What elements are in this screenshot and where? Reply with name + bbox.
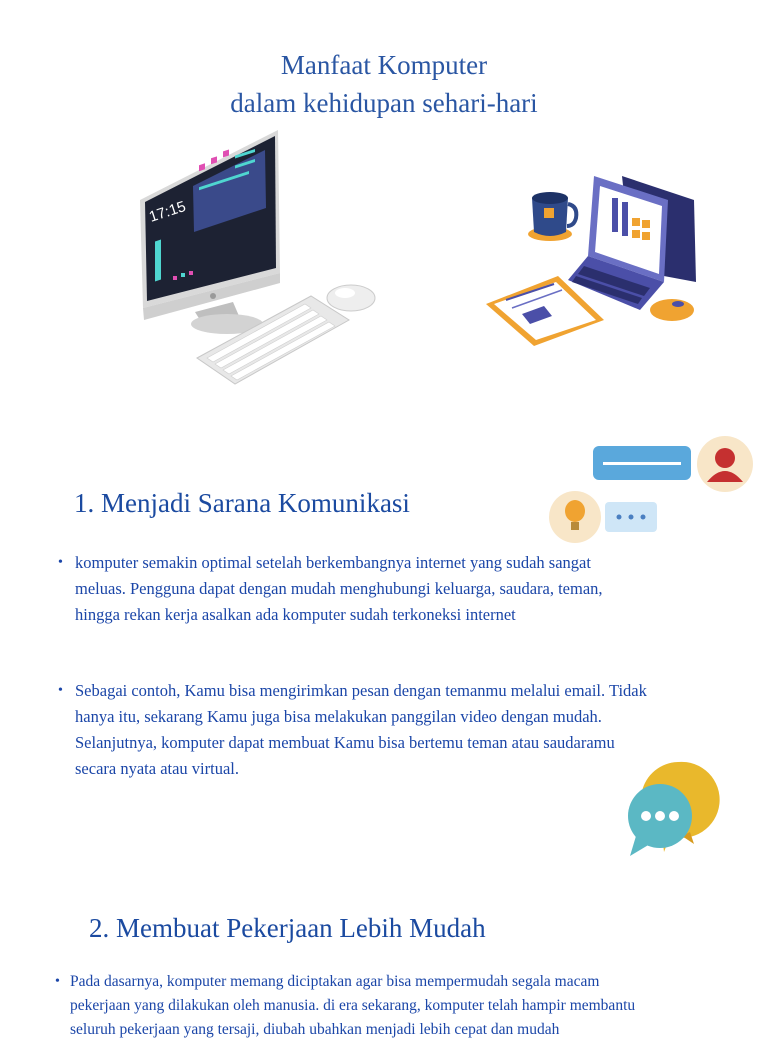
bullet-line: pekerjaan yang dilakukan oleh manusia. di era sekarang, komputer telah hampir membantu [70,997,636,1014]
title-line-1: Manfaat Komputer [280,50,488,80]
section-1-bullet-1 [58,550,765,628]
bullet-dot: • [55,974,60,989]
desktop-screen-time: 17:15 [146,198,188,226]
bullet-line: Pada dasarnya, komputer memang diciptakan agar bisa mempermudah segala macam [70,973,600,990]
page-title [0,46,768,122]
laptop-workspace-illustration [482,170,707,350]
bullet-line: secara nyata atau virtual. [75,759,239,778]
bullet-line: hingga rekan kerja asalkan ada komputer sudah terkoneksi internet [75,605,516,624]
bullet-line: seluruh pekerjaan yang tersaji, diubah ubahkan menjadi lebih cepat dan mudah [70,1021,560,1038]
bullet-line: hanya itu, sekarang Kamu juga bisa melakukan panggilan video dengan mudah. [75,707,602,726]
bullet-dot: • [58,555,63,570]
section-1-heading: 1. Menjadi Sarana Komunikasi [74,488,410,518]
section-2-heading: 2. Membuat Pekerjaan Lebih Mudah [89,913,486,943]
section-2-bullet-1 [55,970,768,1042]
bullet-line: Selanjutnya, komputer dapat membuat Kamu bisa bertemu teman atau saudaramu [75,733,615,752]
bullet-line: komputer semakin optimal setelah berkembangnya internet yang sudah sangat [75,553,591,572]
title-line-2: dalam kehidupan sehari-hari [230,88,538,118]
chat-contact-icon [545,434,760,546]
bullet-dot: • [58,683,63,698]
desktop-computer-illustration [135,128,385,393]
bullet-line: Sebagai contoh, Kamu bisa mengirimkan pesan dengan temanmu melalui email. Tidak [75,681,647,700]
speech-bubbles-icon [622,758,724,860]
bullet-line: meluas. Pengguna dapat dengan mudah menghubungi keluarga, saudara, teman, [75,579,603,598]
